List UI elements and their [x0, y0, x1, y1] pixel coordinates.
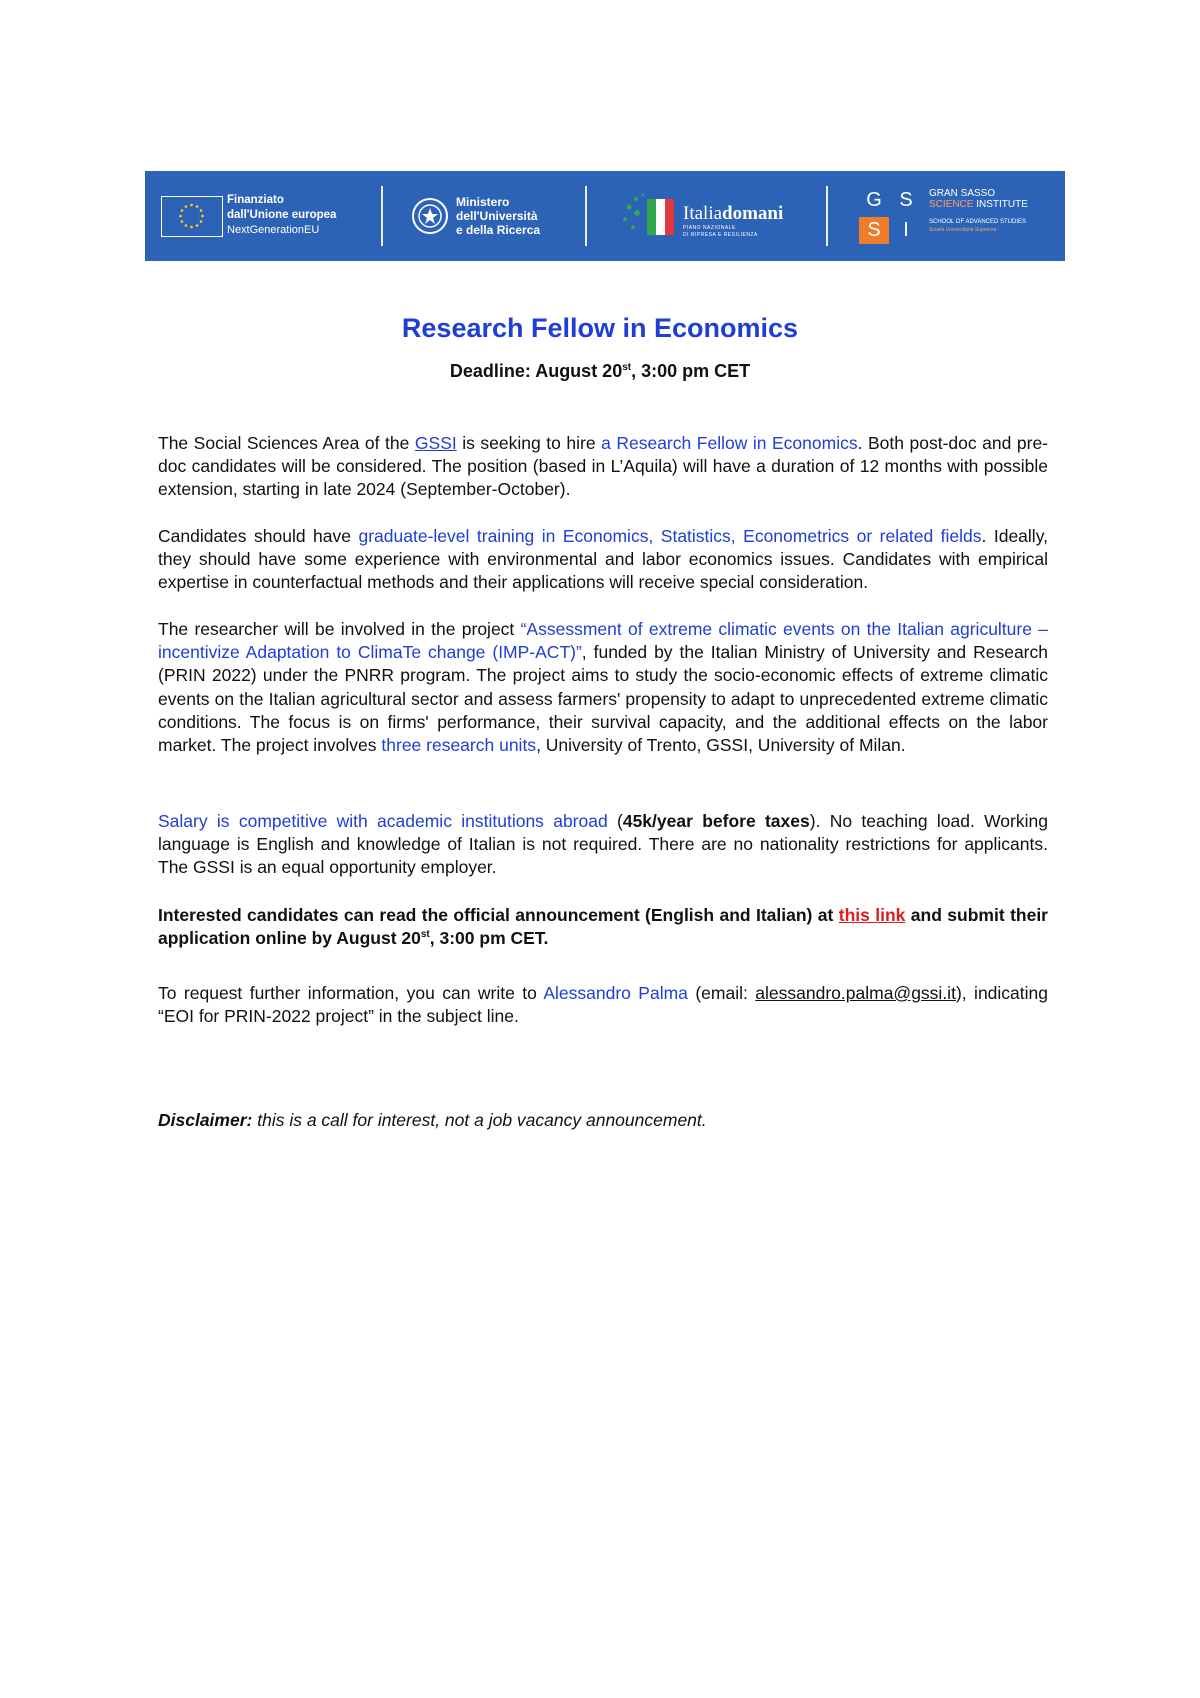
p5-text2: and submit their application online by August 20 — [158, 905, 1048, 949]
training-text: graduate-level training in Economics, Statistics, Econometrics or related fields — [358, 526, 982, 546]
p6-text1: To request further information, you can write to — [158, 983, 544, 1003]
disclaimer-text: this is a call for interest, not a job vacancy announcement. — [252, 1110, 707, 1130]
p3-text3: , University of Trento, GSSI, University of Milan. — [536, 735, 906, 756]
p1-text1: The Social Sciences Area of the — [158, 433, 415, 453]
gssi-logo-icon — [859, 187, 923, 245]
paragraph-project — [158, 618, 1048, 757]
gssi-letter-i: I — [903, 219, 909, 241]
gssi-line2b: INSTITUTE — [976, 199, 1028, 210]
italiadomani-logo-icon — [617, 189, 681, 243]
ministry-text — [456, 195, 540, 237]
page-title: Research Fellow in Economics — [401, 313, 799, 343]
banner-divider — [585, 186, 587, 246]
eu-flag-icon — [161, 196, 223, 237]
paragraph-intro — [158, 432, 1048, 502]
funding-banner — [145, 171, 1065, 261]
deadline-suffix: , 3:00 pm CET — [631, 361, 751, 381]
banner-divider — [381, 186, 383, 246]
p4-text1: ( — [607, 811, 623, 831]
banner-divider — [826, 186, 828, 246]
italiadomani-name — [683, 204, 783, 224]
p2-text1: Candidates should have — [158, 526, 359, 546]
gssi-line2a: SCIENCE — [929, 199, 974, 210]
gssi-letter-g: G — [866, 189, 882, 211]
salary-text: Salary is competitive with academic institutions abroad — [158, 811, 608, 831]
position-text: a Research Fellow in Economics — [601, 433, 858, 453]
p1-text2: is seeking to hire — [456, 433, 602, 453]
deadline-sup: st — [622, 362, 632, 373]
gssi-line2 — [929, 199, 1028, 210]
gssi-letter-s2: S — [859, 217, 889, 244]
italiadomani-name-b: domani — [722, 203, 784, 224]
contact-name: Alessandro Palma — [543, 983, 688, 1003]
italian-republic-emblem-icon — [411, 197, 449, 235]
p6-text2: (email: — [687, 983, 756, 1003]
deadline — [0, 359, 1200, 383]
disclaimer — [158, 1109, 1048, 1132]
p4-text2: ). No teaching load. Working language is English and knowledge of Italian is not required. There are no nationality restrictions for applicants. The GSSI is an equal opportunity employer. — [158, 811, 1048, 878]
paragraph-contact — [158, 982, 1048, 1028]
paragraph-application — [158, 904, 1048, 950]
eu-line2: dall'Unione europea — [227, 209, 337, 221]
p6-text3: ), indicating “EOI for PRIN-2022 project” in the subject line. — [158, 983, 1048, 1027]
gssi-line4: Scuola Universitaria Superiore — [929, 227, 997, 233]
p5-sup: st — [420, 929, 430, 941]
mur-line1: Ministero — [456, 195, 510, 209]
p5-text3: , 3:00 pm CET. — [429, 928, 549, 949]
p2-text2: . Ideally, they should have some experience with environmental and labor economics issues. Candidates with empirical expertise in counterfactual methods and their applications will receive special consideration. — [158, 526, 1049, 593]
gssi-line3: SCHOOL OF ADVANCED STUDIES — [929, 219, 1027, 225]
deadline-prefix: Deadline: August 20 — [449, 361, 623, 381]
announcement-link[interactable]: this link — [838, 905, 906, 925]
p1-text3: . Both post-doc and pre-doc candidates will be considered. The position (based in L’Aquila) will have a duration of 12 months with possible extension, starting in late 2024 (September-October). — [158, 433, 1049, 500]
contact-email-link[interactable]: alessandro.palma@gssi.it — [755, 983, 956, 1003]
paragraph-requirements — [158, 525, 1048, 595]
gssi-text — [929, 188, 1028, 234]
project-title: “Assessment of extreme climatic events on the Italian agriculture – incentivize Adaptation to ClimaTe change (IMP-ACT)” — [158, 619, 1048, 663]
gssi-letter-s1: S — [899, 189, 913, 211]
p3-text1: The researcher will be involved in the project — [158, 619, 521, 639]
italiadomani-sub1: PIANO NAZIONALE — [683, 225, 736, 231]
mur-line3: e della Ricerca — [456, 223, 541, 237]
gssi-line1: GRAN SASSO — [929, 188, 996, 199]
eu-line3: NextGenerationEU — [227, 224, 320, 236]
italiadomani-name-a: Italia — [683, 203, 723, 224]
gssi-link[interactable]: GSSI — [414, 433, 457, 453]
salary-amount: 45k/year before taxes — [622, 811, 810, 831]
p5-text1: Interested candidates can read the official announcement (English and Italian) at — [158, 905, 839, 925]
paragraph-salary — [158, 810, 1048, 880]
mur-line2: dell'Università — [456, 209, 538, 223]
eu-funding-text — [227, 193, 336, 238]
italiadomani-sub2: DI RIPRESA E RESILIENZA — [683, 232, 758, 238]
eu-line1: Finanziato — [227, 194, 284, 206]
research-units-text: three research units — [381, 735, 537, 756]
disclaimer-label: Disclaimer: — [158, 1110, 253, 1130]
p3-text2: , funded by the Italian Ministry of University and Research (PRIN 2022) under the PNRR program. The project aims to study the socio-economic effects of extreme climatic events on the Italian agricultural sector and assess farmers' propensity to adapt to unprecedented extreme climatic conditions. The focus is on firms' performance, their survival capacity, and the additional effects on the labor market. The project involves — [158, 642, 1048, 756]
italiadomani-text — [683, 204, 783, 238]
